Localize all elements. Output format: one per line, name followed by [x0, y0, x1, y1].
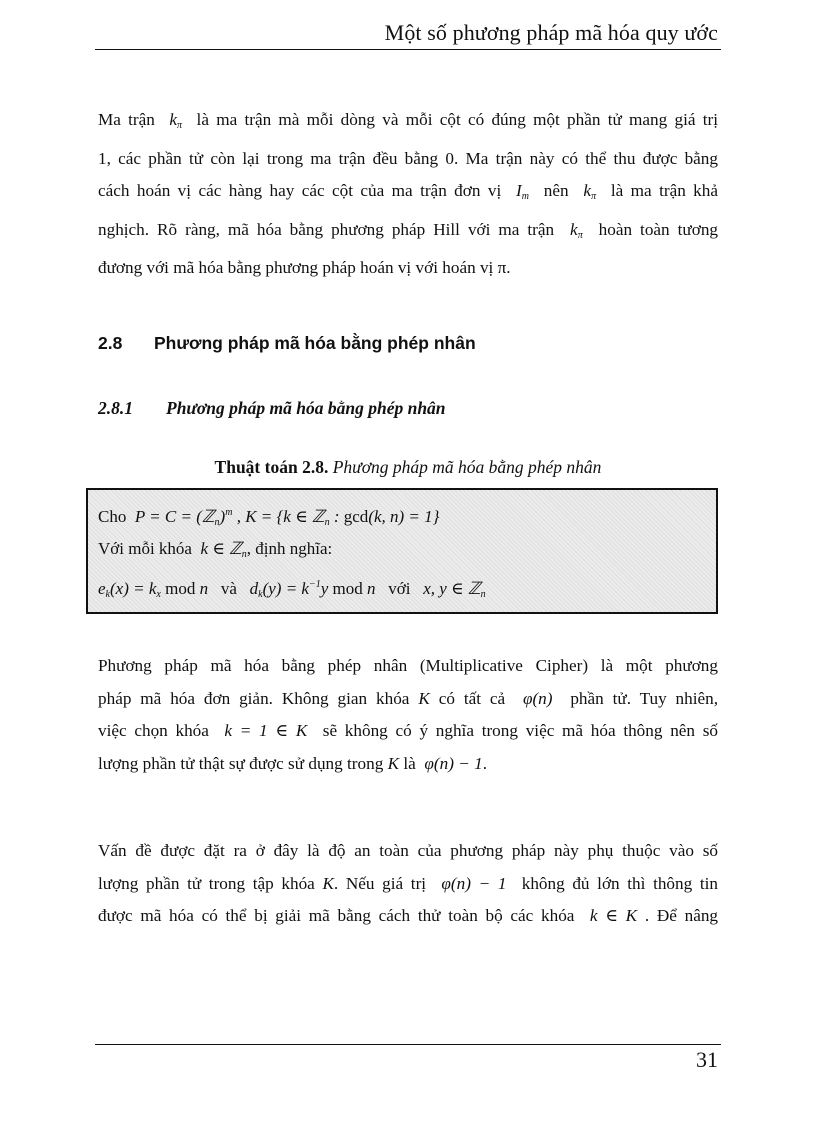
subsection-number: 2.8.1 — [98, 398, 133, 418]
math-k-pi: $k_\pi$ — [583, 181, 597, 202]
math-K: K — [322, 873, 334, 893]
intro-line-5: đương với mã hóa bằng phương pháp hoán vị với hoán vị π. — [98, 258, 511, 277]
algorithm-line-1: Cho P = C = (ℤ$_n$)$^m$ , K = {k ∈ ℤ$_n$ : gcd(k, n) = 1} — [98, 507, 440, 528]
intro-line-2: 1, các phần tử còn lại trong ma trận đều bằng 0. Ma trận này có thể thu được bằng — [98, 148, 718, 168]
intro-paragraph — [98, 104, 718, 285]
math-k-in-zn: k ∈ ℤ$_n$ — [200, 539, 247, 560]
math-k-pi: $k_\pi$ — [570, 219, 583, 241]
section-number: 2.8 — [98, 333, 123, 353]
math-k-eq-1: k = 1 ∈ K — [224, 721, 308, 740]
para3-line-3: được mã hóa có thể bị giải mã bằng cách thử toàn bộ các khóa k ∈ K . Để nâng — [98, 906, 719, 925]
para2-line-1: Phương pháp mã hóa bằng phép nhân (Multiplicative Cipher) là một phương — [98, 656, 718, 675]
algorithm-name: Phương pháp mã hóa bằng phép nhân — [332, 457, 602, 477]
math-i-m: $I_m$ — [516, 181, 529, 202]
para2-line-4: lượng phần tử thật sự được sử dụng trong K là φ(n) − 1. — [98, 753, 488, 773]
running-header: Một số phương pháp mã hóa quy ước — [384, 20, 718, 45]
math-domain: x, y ∈ ℤ$_n$ — [423, 579, 486, 600]
math-phi-n-minus-1: φ(n) − 1 — [424, 753, 483, 773]
header-rule — [95, 49, 721, 50]
page-number: 31 — [696, 1047, 718, 1072]
math-k-in-K: k ∈ K — [589, 906, 638, 925]
math-k-pi: $k_\pi$ — [169, 110, 183, 131]
math-K: K — [418, 688, 430, 708]
math-encrypt: $e_k(x) = k_x$ mod n — [98, 579, 209, 600]
intro-line-1: Ma trận $k_\pi$ là ma trận mà mỗi dòng và mỗi cột có đúng một phần tử mang giá trị — [98, 110, 719, 131]
para2-line-2: pháp mã hóa đơn giản. Không gian khóa K có tất cả φ(n) phần tử. Tuy nhiên, — [98, 688, 719, 708]
paragraph-2 — [98, 650, 718, 780]
para3-line-1: Vấn đề được đặt ra ở đây là độ an toàn của phương pháp này phụ thuộc vào số — [98, 841, 718, 860]
intro-line-3: cách hoán vị các hàng hay các cột của ma trận đơn vị $I_m$ nên $k_\pi$ là ma trận khả — [98, 181, 719, 202]
footer-rule — [95, 1044, 721, 1045]
math-K: K — [387, 753, 400, 773]
algorithm-caption — [0, 457, 816, 478]
algorithm-box — [86, 488, 718, 614]
subsection-heading — [98, 398, 446, 419]
algorithm-label: Thuật toán 2.8. — [214, 457, 329, 477]
section-heading — [98, 333, 476, 354]
para2-line-3: việc chọn khóa k = 1 ∈ K sẽ không có ý nghĩa trong việc mã hóa thông nên số — [98, 721, 719, 740]
math-decrypt: $d_k(y) = k^{-1}y$ mod n — [249, 579, 376, 600]
math-key-space: P = C = (ℤ$_n$)$^m$ , K = {k ∈ ℤ$_n$ : gcd(k, n) = 1} — [134, 507, 440, 528]
intro-line-4: nghịch. Rõ ràng, mã hóa bằng phương pháp Hill với ma trận $k_\pi$ hoàn toàn tương — [98, 219, 718, 241]
math-phi-n: φ(n) — [522, 688, 553, 708]
section-title: Phương pháp mã hóa bằng phép nhân — [154, 333, 476, 353]
algorithm-line-2: Với mỗi khóa k ∈ ℤ$_n$, định nghĩa: — [98, 539, 333, 560]
paragraph-3 — [98, 835, 718, 933]
para3-line-2: lượng phần tử trong tập khóa K. Nếu giá trị φ(n) − 1 không đủ lớn thì thông tin — [98, 873, 719, 893]
math-phi-n-minus-1: φ(n) − 1 — [441, 873, 507, 893]
subsection-title: Phương pháp mã hóa bằng phép nhân — [166, 398, 446, 418]
algorithm-line-3: $e_k(x) = k_x$ mod n và $d_k(y) = k^{-1}y$ mod n với x, y ∈ ℤ$_n$ — [98, 579, 486, 600]
